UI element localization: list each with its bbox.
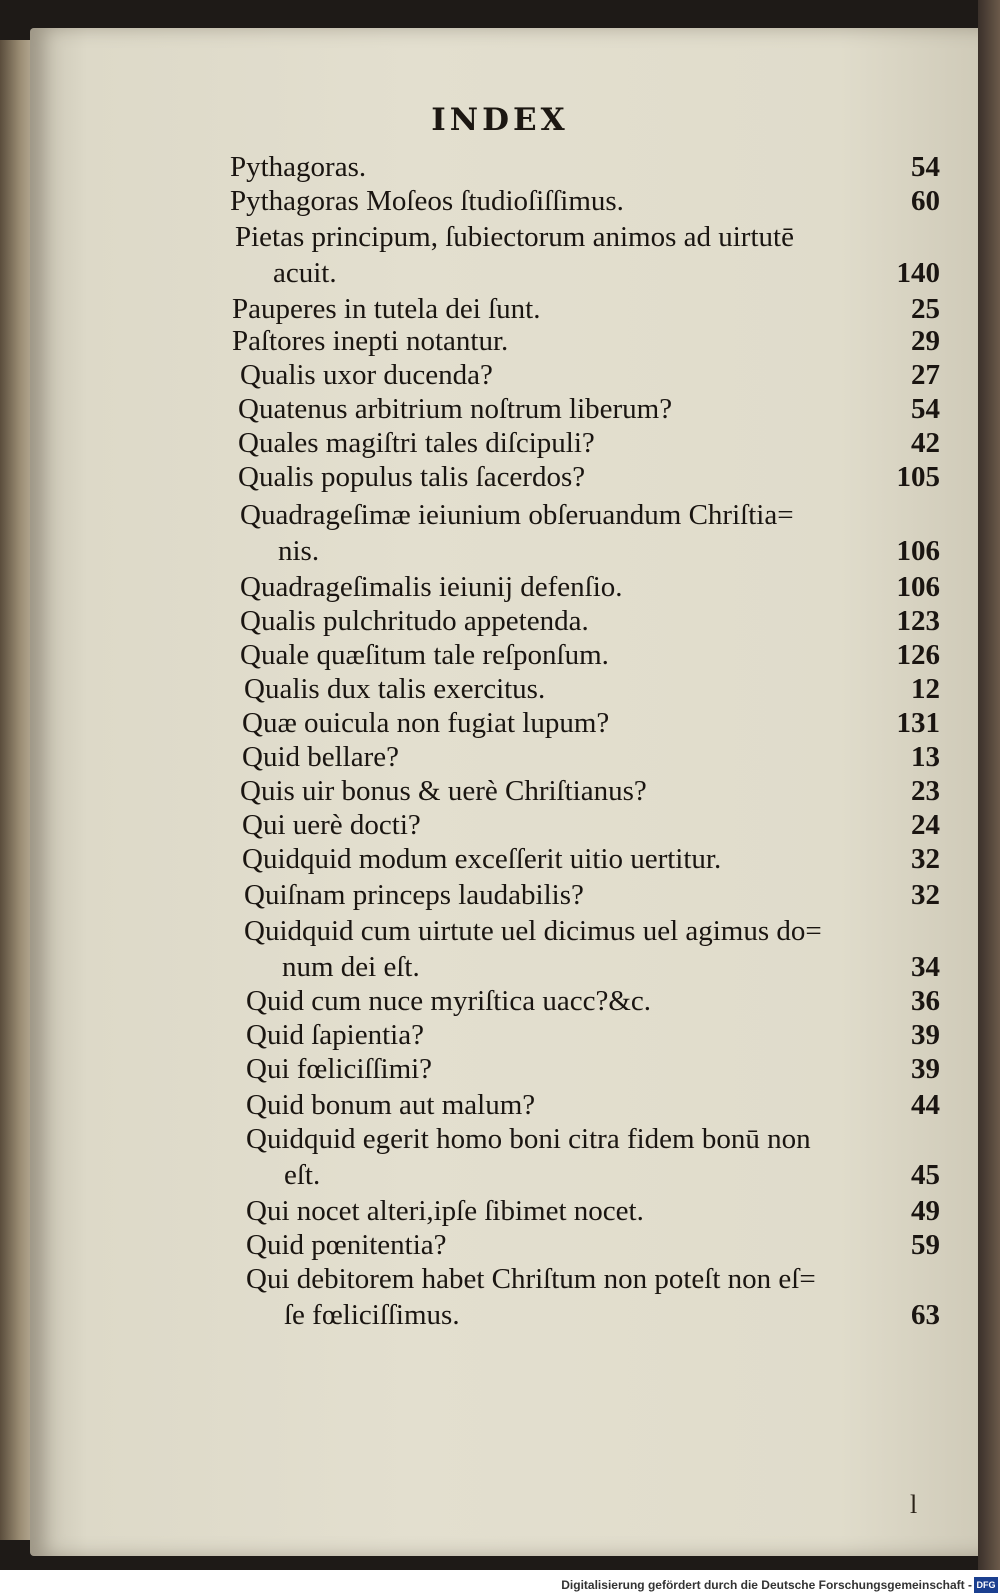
index-page-number: 59 bbox=[911, 1229, 940, 1261]
index-term: Quid ſapientia? bbox=[246, 1019, 424, 1051]
index-term: Pauperes in tutela dei ſunt. bbox=[232, 293, 541, 325]
index-term-continuation: ſe fœliciſſimus. bbox=[284, 1299, 460, 1331]
index-page-number: 25 bbox=[911, 293, 940, 325]
index-page-number: 45 bbox=[911, 1159, 940, 1191]
index-term: Quale quæſitum tale reſponſum. bbox=[240, 639, 609, 671]
index-page-number: 23 bbox=[911, 775, 940, 807]
index-term: Qui debitorem habet Chriſtum non poteſt non eſ= bbox=[246, 1263, 816, 1295]
index-term: Quidquid cum uirtute uel dicimus uel agimus do= bbox=[244, 915, 822, 947]
index-term: Quatenus arbitrium noſtrum liberum? bbox=[238, 393, 673, 425]
index-term: Quid bonum aut malum? bbox=[246, 1089, 536, 1121]
index-page-number: 24 bbox=[911, 809, 940, 841]
index-term: Quis uir bonus & uerè Chriſtianus? bbox=[240, 775, 647, 807]
index-page-number: 54 bbox=[911, 393, 940, 425]
page-title: INDEX bbox=[431, 102, 569, 138]
index-term: Quæ ouicula non fugiat lupum? bbox=[242, 707, 610, 739]
index-term: Qualis uxor ducenda? bbox=[240, 359, 493, 391]
index-term: Quid pœnitentia? bbox=[246, 1229, 447, 1261]
index-page-number: 106 bbox=[896, 571, 940, 603]
signature-mark: l bbox=[910, 1490, 918, 1519]
index-term: Qui uerè docti? bbox=[242, 809, 421, 841]
index-page-number: 36 bbox=[911, 985, 940, 1017]
dfg-logo-icon: DFG bbox=[974, 1577, 998, 1593]
index-page-number: 32 bbox=[911, 879, 940, 911]
index-term-continuation: eſt. bbox=[284, 1159, 321, 1191]
index-term: Quadrageſimæ ieiunium obſeruandum Chriſtia= bbox=[240, 499, 794, 531]
index-page-number: 39 bbox=[911, 1019, 940, 1051]
index-term: Quidquid egerit homo boni citra fidem bonū non bbox=[246, 1123, 811, 1155]
index-page-number: 123 bbox=[896, 605, 940, 637]
book-spine bbox=[978, 0, 1000, 1596]
index-term-continuation: nis. bbox=[278, 535, 320, 567]
index-term: Pythagoras. bbox=[230, 151, 367, 183]
footer-bar bbox=[0, 1570, 1000, 1596]
index-term: Qualis populus talis ſacerdos? bbox=[238, 461, 586, 493]
index-page-number: 44 bbox=[911, 1089, 940, 1121]
index-term: Pietas principum, ſubiectorum animos ad uirtutē bbox=[235, 221, 794, 253]
index-term-continuation: acuit. bbox=[273, 257, 337, 289]
page-edge bbox=[0, 40, 34, 1540]
index-term: Quadrageſimalis ieiunij defenſio. bbox=[240, 571, 623, 603]
index-page-number: 12 bbox=[911, 673, 940, 705]
index-term: Quales magiſtri tales diſcipuli? bbox=[238, 427, 595, 459]
index-page-number: 34 bbox=[911, 951, 940, 983]
index-page-number: 49 bbox=[911, 1195, 940, 1227]
index-term: Quiſnam princeps laudabilis? bbox=[244, 879, 584, 911]
index-page-number: 54 bbox=[911, 151, 940, 183]
index-term: Quid bellare? bbox=[242, 741, 400, 773]
index-page-number: 140 bbox=[896, 257, 940, 289]
index-page-number: 60 bbox=[911, 185, 940, 217]
index-term: Quidquid modum exceſſerit uitio uertitur. bbox=[242, 843, 722, 875]
index-page-number: 105 bbox=[896, 461, 940, 493]
index-term: Pythagoras Moſeos ſtudioſiſſimus. bbox=[230, 185, 624, 217]
index-page-number: 13 bbox=[911, 741, 940, 773]
index-term: Qui fœliciſſimi? bbox=[246, 1053, 433, 1085]
index-page-number: 63 bbox=[911, 1299, 940, 1331]
index-page-number: 29 bbox=[911, 325, 940, 357]
index-page-number: 32 bbox=[911, 843, 940, 875]
index-term: Paſtores inepti notantur. bbox=[232, 325, 509, 357]
funding-credit: Digitalisierung gefördert durch die Deutsche Forschungsgemeinschaft - bbox=[561, 1578, 972, 1592]
index-page-number: 106 bbox=[896, 535, 940, 567]
index-page-number: 131 bbox=[896, 707, 940, 739]
index-term: Quid cum nuce myriſtica uacc?&c. bbox=[246, 985, 652, 1017]
index-term: Qui nocet alteri,ipſe ſibimet nocet. bbox=[246, 1195, 644, 1227]
index-page-number: 126 bbox=[896, 639, 940, 671]
index-page-number: 27 bbox=[911, 359, 940, 391]
index-page-number: 39 bbox=[911, 1053, 940, 1085]
index-term: Qualis pulchritudo appetenda. bbox=[240, 605, 589, 637]
index-term: Qualis dux talis exercitus. bbox=[244, 673, 546, 705]
index-term-continuation: num dei eſt. bbox=[282, 951, 420, 983]
index-page-number: 42 bbox=[911, 427, 940, 459]
